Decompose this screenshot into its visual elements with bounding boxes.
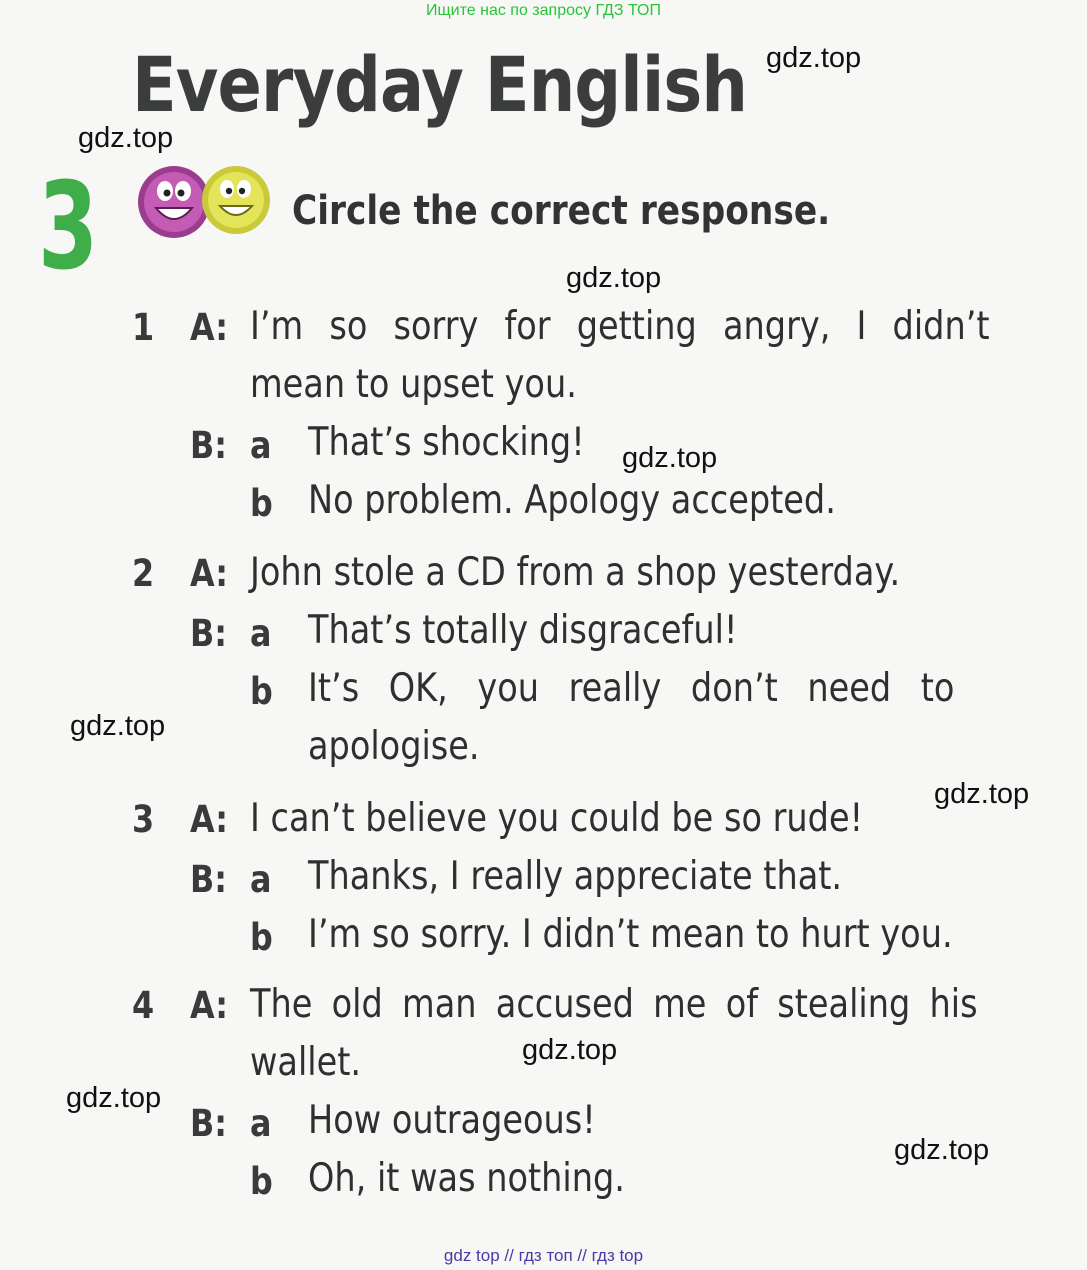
option-text-cont[interactable]: apologise. bbox=[308, 724, 480, 769]
exercise-instruction: Circle the correct response. bbox=[292, 188, 831, 234]
item-1-a-line-1-text: I’m so sorry for getting angry, I didn’t bbox=[250, 304, 990, 349]
exercise-number: 3 bbox=[38, 158, 99, 297]
item-1-a-line-1 bbox=[250, 304, 1008, 349]
option-letter[interactable]: a bbox=[250, 858, 272, 901]
speaker-b-label: B: bbox=[190, 858, 227, 901]
option-text[interactable]: How outrageous! bbox=[308, 1098, 596, 1143]
speaker-b-label: B: bbox=[190, 612, 227, 655]
item-number: 4 bbox=[132, 984, 155, 1027]
option-text[interactable]: It’s OK, you really don’t need to bbox=[308, 666, 955, 711]
option-letter[interactable]: a bbox=[250, 424, 272, 467]
pair-work-icon bbox=[136, 162, 276, 242]
option-letter[interactable]: b bbox=[250, 482, 273, 525]
page-title: Everyday English bbox=[132, 40, 748, 129]
watermark: gdz.top bbox=[78, 122, 174, 154]
speaker-a-label: A: bbox=[190, 984, 228, 1027]
top-banner: Ищите нас по запросу ГДЗ ТОП bbox=[426, 2, 661, 19]
option-text[interactable]: That’s shocking! bbox=[308, 420, 585, 465]
option-letter[interactable]: b bbox=[250, 670, 273, 713]
option-text[interactable]: I’m so sorry. I didn’t mean to hurt you. bbox=[308, 912, 953, 957]
item-3-a-line-1: I can’t believe you could be so rude! bbox=[250, 796, 864, 841]
watermark: gdz.top bbox=[522, 1034, 618, 1066]
speaker-b-label: B: bbox=[190, 1102, 227, 1145]
item-2-a-line-1: John stole a CD from a shop yesterday. bbox=[250, 550, 901, 595]
item-1-a-line-2: mean to upset you. bbox=[250, 362, 577, 407]
speaker-b-label: B: bbox=[190, 424, 227, 467]
item-number: 2 bbox=[132, 552, 155, 595]
item-number: 1 bbox=[132, 306, 155, 349]
option-text[interactable]: Oh, it was nothing. bbox=[308, 1156, 625, 1201]
watermark: gdz.top bbox=[622, 442, 718, 474]
smiley-purple-icon bbox=[138, 166, 210, 238]
item-number: 3 bbox=[132, 798, 155, 841]
item-4-a-line-1: The old man accused me of stealing his bbox=[250, 982, 978, 1027]
option-letter[interactable]: a bbox=[250, 612, 272, 655]
option-letter[interactable]: b bbox=[250, 916, 273, 959]
item-4-a-line-2: wallet. bbox=[250, 1040, 362, 1085]
watermark: gdz.top bbox=[70, 710, 166, 742]
speaker-a-label: A: bbox=[190, 552, 228, 595]
watermark: gdz.top bbox=[66, 1082, 162, 1114]
watermark: gdz.top bbox=[894, 1134, 990, 1166]
option-letter[interactable]: b bbox=[250, 1160, 273, 1203]
option-text[interactable]: Thanks, I really appreciate that. bbox=[308, 854, 843, 899]
speaker-a-label: A: bbox=[190, 306, 228, 349]
watermark: gdz.top bbox=[934, 778, 1030, 810]
option-text[interactable]: That’s totally disgraceful! bbox=[308, 608, 738, 653]
option-text[interactable]: No problem. Apology accepted. bbox=[308, 478, 836, 523]
smiley-yellow-icon bbox=[202, 166, 270, 234]
watermark: gdz.top bbox=[766, 42, 862, 74]
speaker-a-label: A: bbox=[190, 798, 228, 841]
watermark: gdz.top bbox=[566, 262, 662, 294]
bottom-banner: gdz top // гдз топ // гдз top bbox=[443, 1246, 644, 1265]
option-letter[interactable]: a bbox=[250, 1102, 272, 1145]
